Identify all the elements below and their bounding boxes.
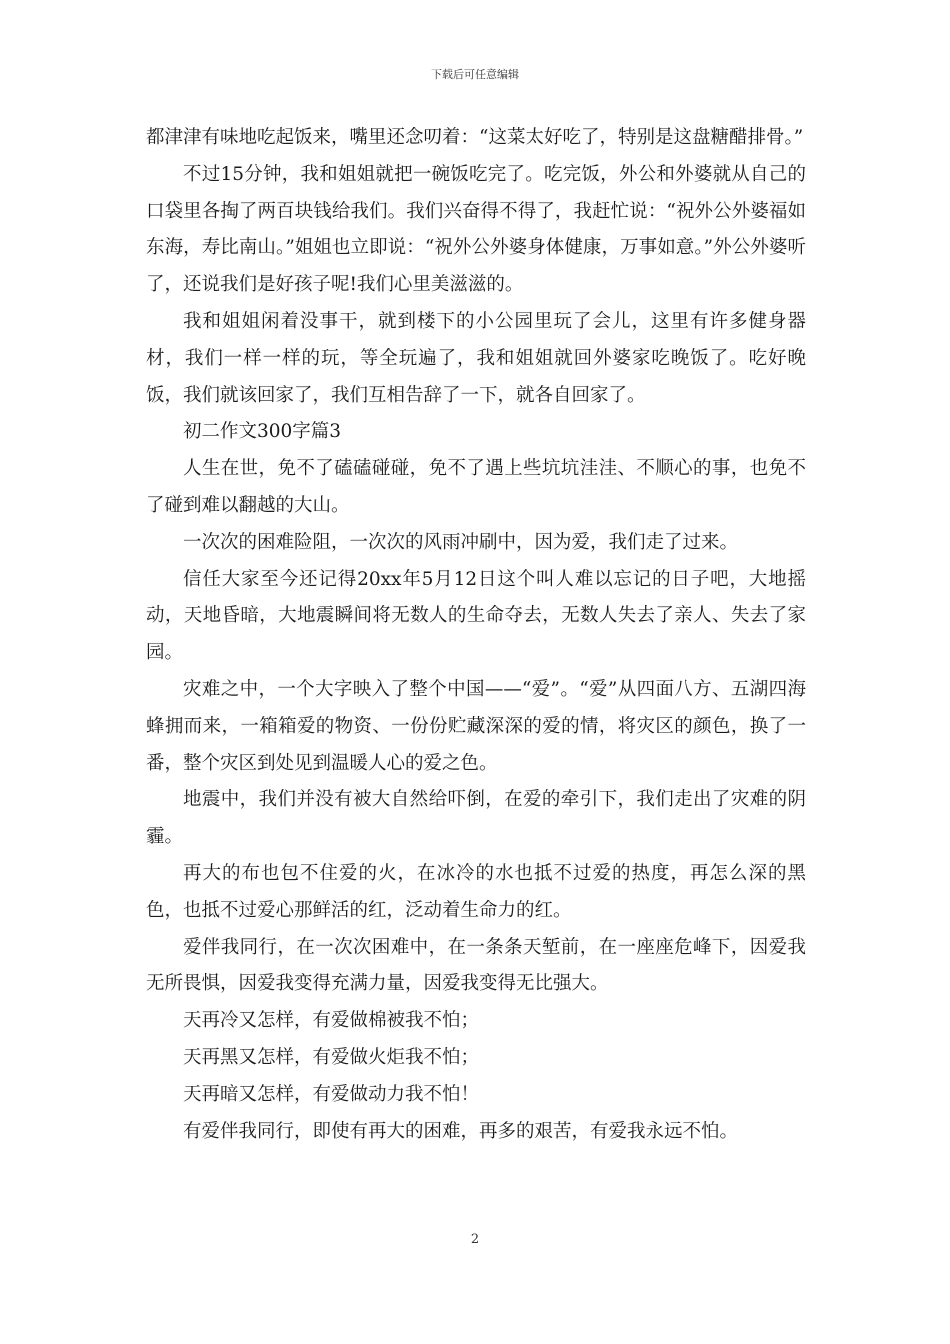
body-paragraph: 天再暗又怎样，有爱做动力我不怕！ — [183, 1083, 480, 1105]
page-number: 2 — [470, 1232, 480, 1247]
page-header: 下载后可任意编辑 — [431, 68, 519, 81]
body-paragraph: 爱伴我同行，在一次次困难中，在一条条天堑前，在一座座危峰下，因爱我无所畏惧，因爱我变得充满力量，因爱我变得无比强大。 — [146, 936, 806, 995]
body-paragraph: 天再黑又怎样，有爱做火炬我不怕； — [183, 1046, 480, 1068]
body-paragraph: 一次次的困难险阻，一次次的风雨冲刷中，因为爱，我们走了过来。 — [183, 531, 739, 553]
body-paragraph: 初二作文300字篇3 — [183, 421, 342, 443]
body-paragraph: 不过15分钟，我和姐姐就把一碗饭吃完了。吃完饭，外公和外婆就从自己的口袋里各掏了两百块钱给我们。我们兴奋得不得了，我赶忙说：“祝外公外婆福如东海，寿比南山。”姐姐也立即说：“祝外公外婆身体健康，万事如意。”外公外婆听了，还说我们是好孩子呢!我们心里美滋滋的。 — [146, 163, 806, 296]
body-paragraph: 人生在世，免不了磕磕碰碰，免不了遇上些坑坑洼洼、不顺心的事，也免不了碰到难以翻越的大山。 — [146, 458, 806, 516]
body-paragraph: 信任大家至今还记得20xx年5月12日这个叫人难以忘记的日子吧，大地摇动，天地昏暗，大地震瞬间将无数人的生命夺去，无数人失去了亲人、失去了家园。 — [146, 568, 806, 664]
body-paragraph: 灾难之中，一个大字映入了整个中国——“爱”。“爱”从四面八方、五湖四海蜂拥而来，一箱箱爱的物资、一份份贮藏深深的爱的情，将灾区的颜色，换了一番，整个灾区到处见到温暖人心的爱之色。 — [146, 678, 806, 774]
body-paragraph: 我和姐姐闲着没事干，就到楼下的小公园里玩了会儿，这里有许多健身器材，我们一样一样的玩，等全玩遍了，我和姐姐就回外婆家吃晚饭了。吃好晚饭，我们就该回家了，我们互相告辞了一下，就各自回家了。 — [146, 310, 806, 406]
body-paragraph: 都津津有味地吃起饭来，嘴里还念叨着：“这菜太好吃了，特别是这盘糖醋排骨。” — [146, 127, 804, 148]
body-paragraph: 地震中，我们并没有被大自然给吓倒，在爱的牵引下，我们走出了灾难的阴霾。 — [146, 789, 806, 848]
body-paragraph: 天再冷又怎样，有爱做棉被我不怕； — [183, 1010, 480, 1032]
document-body — [146, 120, 806, 1150]
body-paragraph: 再大的布也包不住爱的火，在冰冷的水也抵不过爱的热度，再怎么深的黑色，也抵不过爱心那鲜活的红，泛动着生命力的红。 — [146, 862, 806, 921]
body-paragraph: 有爱伴我同行，即使有再大的困难，再多的艰苦，有爱我永远不怕。 — [183, 1120, 739, 1142]
